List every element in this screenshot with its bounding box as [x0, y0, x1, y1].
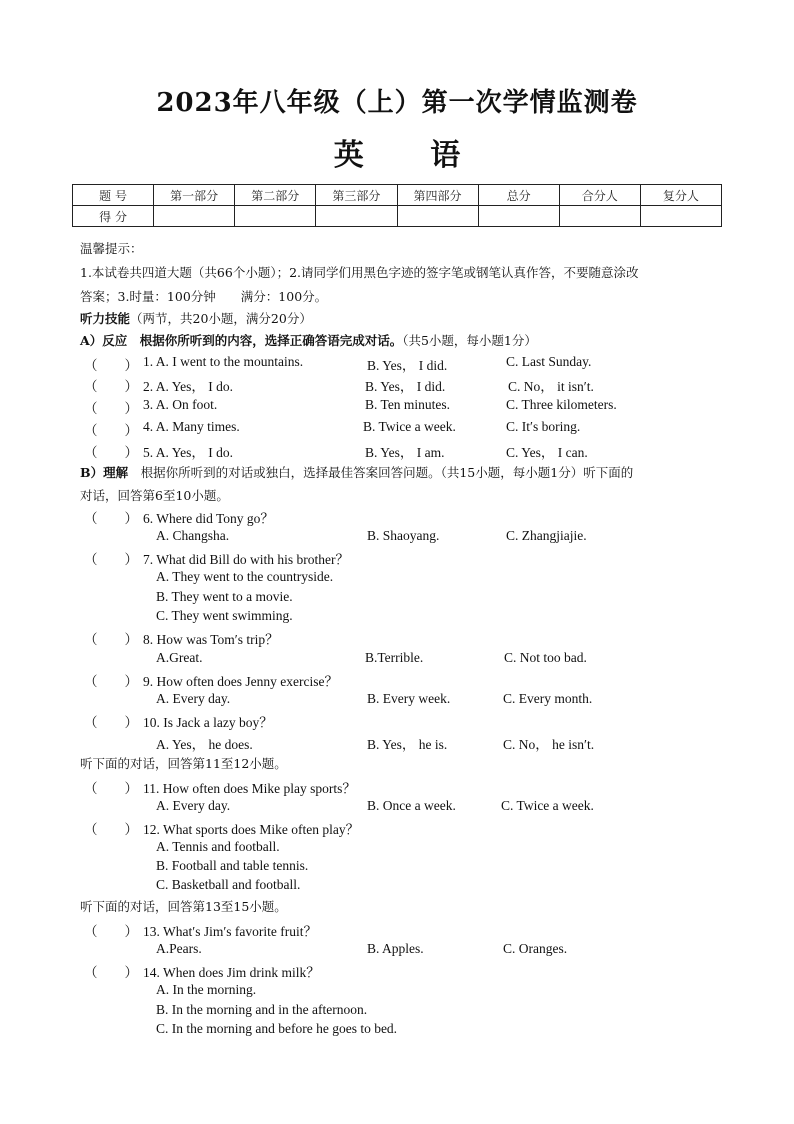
score-table-header: 第四部分: [397, 185, 478, 206]
score-cell[interactable]: [478, 206, 559, 227]
answer-blank-11[interactable]: （ ）: [84, 781, 138, 796]
q8-option-a: A.Great.: [156, 650, 203, 665]
q10-stem: 10. Is Jack a lazy boy？: [143, 715, 273, 730]
score-cell[interactable]: [397, 206, 478, 227]
q13-stem: 13. What′s Jim′s favorite fruit？: [143, 924, 318, 939]
answer-blank-5[interactable]: （ ）: [84, 445, 138, 460]
q10-option-b: B. Yes， he is.: [367, 737, 448, 752]
dialogue-note-13-15: 听下面的对话，回答第13至15小题。: [80, 899, 287, 914]
answer-blank-12[interactable]: （ ）: [84, 822, 138, 837]
q3-option-c: C. Three kilometers.: [506, 397, 617, 412]
answer-blank-7[interactable]: （ ）: [84, 552, 138, 567]
score-row-label: 得 分: [73, 206, 154, 227]
q12-option-c: C. Basketball and football.: [156, 877, 301, 892]
q5-option-b: B. Yes， I am.: [365, 445, 445, 460]
q11-option-b: B. Once a week.: [367, 798, 456, 813]
score-cell[interactable]: [235, 206, 316, 227]
score-table-header: 复分人: [640, 185, 721, 206]
q14-stem: 14. When does Jim drink milk？: [143, 965, 320, 980]
tips-line-2: 答案；3.时量：100分钟 满分：100分。: [80, 289, 328, 304]
q8-option-b: B.Terrible.: [365, 650, 424, 665]
q5-option-a: 5. A. Yes， I do.: [143, 445, 234, 460]
answer-blank-1[interactable]: （ ）: [84, 358, 138, 373]
q12-option-a: A. Tennis and football.: [156, 839, 280, 854]
q6-option-b: B. Shaoyang.: [367, 528, 440, 543]
q1-option-b: B. Yes， I did.: [367, 358, 448, 373]
q13-option-c: C. Oranges.: [503, 941, 568, 956]
score-table-header: 题 号: [73, 185, 154, 206]
score-table-header: 合分人: [559, 185, 640, 206]
q4-option-a: 4. A. Many times.: [143, 419, 240, 434]
q7-stem: 7. What did Bill do with his brother？: [143, 552, 349, 567]
answer-blank-2[interactable]: （ ）: [84, 379, 138, 394]
section-a-heading: [80, 331, 537, 349]
q10-option-a: A. Yes， he does.: [156, 737, 253, 752]
section-b-instruction: 根据你所听到的对话或独白，选择最佳答案回答问题。（共15小题，每小题1分）听下面的: [140, 465, 634, 480]
answer-blank-14[interactable]: （ ）: [84, 965, 138, 980]
tips-heading: 温馨提示：: [80, 241, 143, 256]
score-cell[interactable]: [559, 206, 640, 227]
q13-option-b: B. Apples.: [367, 941, 424, 956]
q3-option-a: 3. A. On foot.: [143, 397, 218, 412]
score-table-header: 第一部分: [154, 185, 235, 206]
answer-blank-10[interactable]: （ ）: [84, 715, 138, 730]
score-table-header: 第二部分: [235, 185, 316, 206]
q9-stem: 9. How often does Jenny exercise？: [143, 674, 338, 689]
listening-heading: [80, 309, 312, 327]
subject-title: 英 语: [333, 138, 489, 173]
q4-option-c: C. It′s boring.: [506, 419, 581, 434]
answer-blank-13[interactable]: （ ）: [84, 924, 138, 939]
q1-option-a: 1. A. I went to the mountains.: [143, 354, 304, 369]
answer-blank-3[interactable]: （ ）: [84, 401, 138, 416]
score-table-score-row: [73, 206, 722, 227]
score-table: [72, 184, 722, 227]
section-b-heading: [80, 463, 633, 481]
answer-blank-9[interactable]: （ ）: [84, 674, 138, 689]
section-b-label: B）理解: [80, 465, 129, 480]
section-b-instruction-cont: 对话，回答第6至10小题。: [80, 488, 229, 503]
q11-stem: 11. How often does Mike play sports？: [143, 781, 356, 796]
q7-option-b: B. They went to a movie.: [156, 589, 293, 604]
section-a-instruction: A）反应 根据你所听到的内容，选择正确答语完成对话。: [80, 333, 403, 348]
score-cell[interactable]: [316, 206, 397, 227]
q6-option-a: A. Changsha.: [156, 528, 230, 543]
q6-option-c: C. Zhangjiajie.: [506, 528, 587, 543]
answer-blank-8[interactable]: （ ）: [84, 632, 138, 647]
q2-option-a: 2. A. Yes， I do.: [143, 379, 234, 394]
score-table-header-row: [73, 185, 722, 206]
q3-option-b: B. Ten minutes.: [365, 397, 451, 412]
q13-option-a: A.Pears.: [156, 941, 202, 956]
q2-option-c: C. No， it isn′t.: [508, 379, 594, 394]
q2-option-b: B. Yes， I did.: [365, 379, 446, 394]
listening-heading-rest: （两节，共20小题，满分20分）: [130, 311, 312, 326]
section-a-points: （共5小题，每小题1分）: [402, 333, 537, 348]
q11-option-c: C. Twice a week.: [501, 798, 594, 813]
score-table-header: 总分: [478, 185, 559, 206]
q4-option-b: B. Twice a week.: [363, 419, 456, 434]
q8-stem: 8. How was Tom′s trip？: [143, 632, 279, 647]
q10-option-c: C. No， he isn′t.: [503, 737, 595, 752]
tips-line-1: 1.本试卷共四道大题（共66个小题）；2.请同学们用黑色字迹的签字笔或钢笔认真作答，不要随意涂改: [80, 265, 639, 280]
q14-option-a: A. In the morning.: [156, 982, 257, 997]
q14-option-b: B. In the morning and in the afternoon.: [156, 1002, 368, 1017]
q14-option-c: C. In the morning and before he goes to bed.: [156, 1021, 398, 1036]
q12-option-b: B. Football and table tennis.: [156, 858, 309, 873]
q6-stem: 6. Where did Tony go？: [143, 511, 274, 526]
q9-option-b: B. Every week.: [367, 691, 451, 706]
q9-option-c: C. Every month.: [503, 691, 593, 706]
answer-blank-6[interactable]: （ ）: [84, 511, 138, 526]
q9-option-a: A. Every day.: [156, 691, 231, 706]
answer-blank-4[interactable]: （ ）: [84, 423, 138, 438]
q7-option-c: C. They went swimming.: [156, 608, 293, 623]
score-cell[interactable]: [154, 206, 235, 227]
score-cell[interactable]: [640, 206, 721, 227]
q8-option-c: C. Not too bad.: [504, 650, 587, 665]
q1-option-c: C. Last Sunday.: [506, 354, 592, 369]
dialogue-note-11-12: 听下面的对话，回答第11至12小题。: [80, 756, 287, 771]
q12-stem: 12. What sports does Mike often play？: [143, 822, 360, 837]
q11-option-a: A. Every day.: [156, 798, 231, 813]
listening-heading-bold: 听力技能: [80, 311, 131, 326]
page-title: 2023年八年级（上）第一次学情监测卷: [156, 88, 638, 118]
q5-option-c: C. Yes， I can.: [506, 445, 588, 460]
score-table-header: 第三部分: [316, 185, 397, 206]
q7-option-a: A. They went to the countryside.: [156, 569, 334, 584]
